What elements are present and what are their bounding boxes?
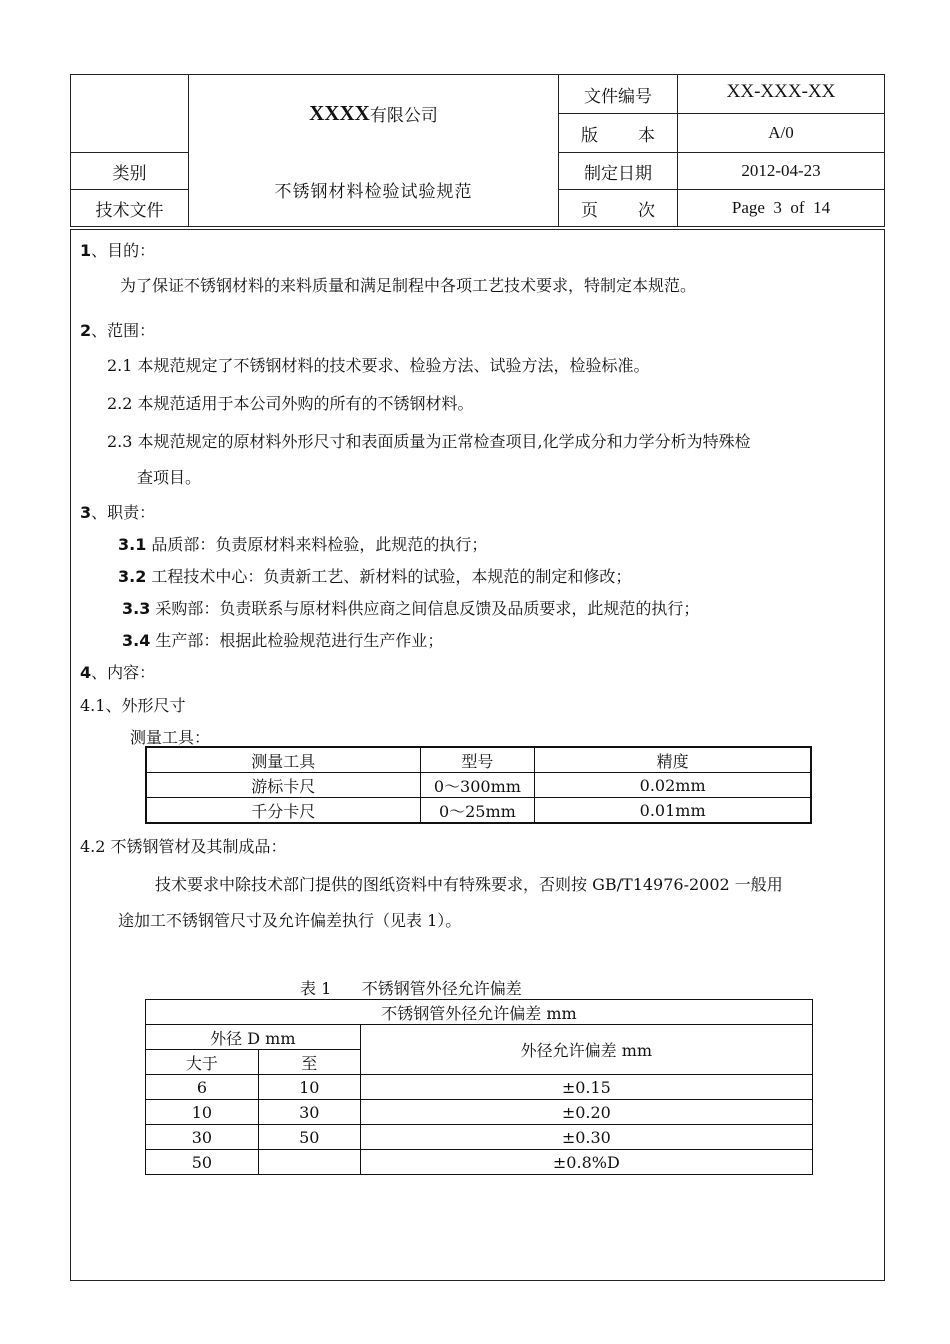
from-header: 大于 [146, 1050, 259, 1075]
table-row [146, 773, 811, 798]
table-cell: ±0.30 [360, 1125, 812, 1150]
page-number: Page 3 of 14 [731, 198, 831, 217]
table-cell [258, 1150, 360, 1175]
table-cell: 千分卡尺 [146, 798, 420, 824]
doc-no-label: 文件编号 [584, 86, 652, 107]
page-label-b: 次 [638, 200, 655, 221]
paragraph-line-2: 途加工不锈钢管尺寸及允许偏差执行（见表 1）。 [118, 911, 462, 930]
table-row [146, 1150, 813, 1175]
company-name [189, 75, 558, 152]
table-cell: 50 [146, 1150, 259, 1175]
table-title: 不锈钢管外径允许偏差 mm [146, 1000, 813, 1025]
section-3-3-number: 3.3 [122, 599, 151, 618]
table-cell: ±0.8%D [360, 1150, 812, 1175]
table-caption: 表 1 不锈钢管外径允许偏差 [300, 979, 522, 998]
section-2-number: 2 [80, 321, 92, 340]
version-label-b: 本 [638, 125, 655, 146]
paragraph-line-1: 技术要求中除技术部门提供的图纸资料中有特殊要求，否则按 GB/T14976-2002 一般用 [155, 875, 783, 894]
table-cell: 10 [146, 1100, 259, 1125]
section-4-number: 4 [80, 663, 92, 682]
table-header-cell: 测量工具 [146, 747, 420, 773]
table-cell: 0～25mm [420, 798, 535, 824]
table-row [146, 1075, 813, 1100]
table-cell: 10 [258, 1075, 360, 1100]
tolerance-header: 外径允许偏差 mm [360, 1025, 812, 1075]
section-3-3 [122, 596, 699, 619]
section-3-2-number: 3.2 [118, 567, 147, 586]
section-2-3a: 2.3 本规范规定的原材料外形尺寸和表面质量为正常检查项目,化学成分和力学分析为特殊检 [107, 432, 751, 451]
measuring-tools-table [145, 746, 812, 824]
table-row [146, 798, 811, 824]
section-2-3b: 查项目。 [137, 468, 202, 487]
table-row [146, 1125, 813, 1150]
date-label: 制定日期 [584, 163, 652, 184]
version: A/0 [768, 123, 794, 142]
section-3-number: 3 [80, 503, 92, 522]
table-cell: 0～300mm [420, 773, 535, 798]
category-value: 技术文件 [95, 200, 164, 221]
section-3-1-text: 品质部：负责原材料来料检验，此规范的执行； [146, 535, 488, 554]
section-1-text: 为了保证不锈钢材料的来料质量和满足制程中各项工艺技术要求，特制定本规范。 [120, 276, 697, 295]
table-header-cell: 型号 [420, 747, 535, 773]
section-1-number: 1 [80, 241, 92, 260]
section-3-1-number: 3.1 [118, 535, 147, 554]
tolerance-table [145, 999, 813, 1175]
section-4-heading [80, 660, 155, 683]
section-3-4 [122, 628, 443, 651]
version-label-a: 版 [581, 125, 598, 146]
table-cell: ±0.15 [360, 1075, 812, 1100]
section-1-heading [80, 238, 155, 261]
section-3-heading [80, 500, 155, 523]
doc-no: XX-XXX-XX [726, 81, 836, 102]
section-3-2 [118, 564, 631, 587]
table-cell: ±0.20 [360, 1100, 812, 1125]
section-2-2: 2.2 本规范适用于本公司外购的所有的不锈钢材料。 [107, 394, 474, 413]
section-3-3-text: 采购部：负责联系与原材料供应商之间信息反馈及品质要求，此规范的执行； [150, 599, 700, 618]
page-label [559, 190, 677, 226]
section-4-2: 4.2 不锈钢管材及其制成品： [80, 837, 287, 856]
section-3-4-number: 3.4 [122, 631, 151, 650]
table-header-cell: 精度 [535, 747, 811, 773]
category-label: 类别 [112, 163, 147, 184]
table-cell: 6 [146, 1075, 259, 1100]
document-title: 不锈钢材料检验试验规范 [274, 182, 473, 202]
table-header-row [146, 1025, 813, 1050]
section-2-1: 2.1 本规范规定了不锈钢材料的技术要求、检验方法、试验方法，检验标准。 [107, 356, 650, 375]
company-bold: XXXX [309, 101, 370, 125]
table-cell: 游标卡尺 [146, 773, 420, 798]
section-3-1 [118, 532, 487, 555]
section-3-2-text: 工程技术中心：负责新工艺、新材料的试验，本规范的制定和修改； [146, 567, 632, 586]
section-1-title: 、目的： [91, 241, 156, 260]
document-header [70, 74, 885, 227]
section-4-title: 、内容： [91, 663, 156, 682]
section-4-1: 4.1、外形尺寸 [80, 696, 186, 715]
section-3-title: 、职责： [91, 503, 156, 522]
date: 2012-04-23 [741, 161, 821, 180]
table-cell: 50 [258, 1125, 360, 1150]
table-cell: 30 [258, 1100, 360, 1125]
table-title-row [146, 1000, 813, 1025]
table-row [146, 1100, 813, 1125]
company-suffix: 有限公司 [369, 106, 438, 126]
table-cell: 0.02mm [535, 773, 811, 798]
version-label [559, 114, 677, 152]
page-label-a: 页 [581, 200, 598, 221]
section-2-heading [80, 318, 155, 341]
table-cell: 0.01mm [535, 798, 811, 824]
table-header-row [146, 747, 811, 773]
table-cell: 30 [146, 1125, 259, 1150]
section-2-title: 、范围： [91, 321, 156, 340]
tools-label: 测量工具： [130, 728, 211, 747]
section-3-4-text: 生产部：根据此检验规范进行生产作业； [150, 631, 444, 650]
to-header: 至 [258, 1050, 360, 1075]
od-header: 外径 D mm [146, 1025, 361, 1050]
